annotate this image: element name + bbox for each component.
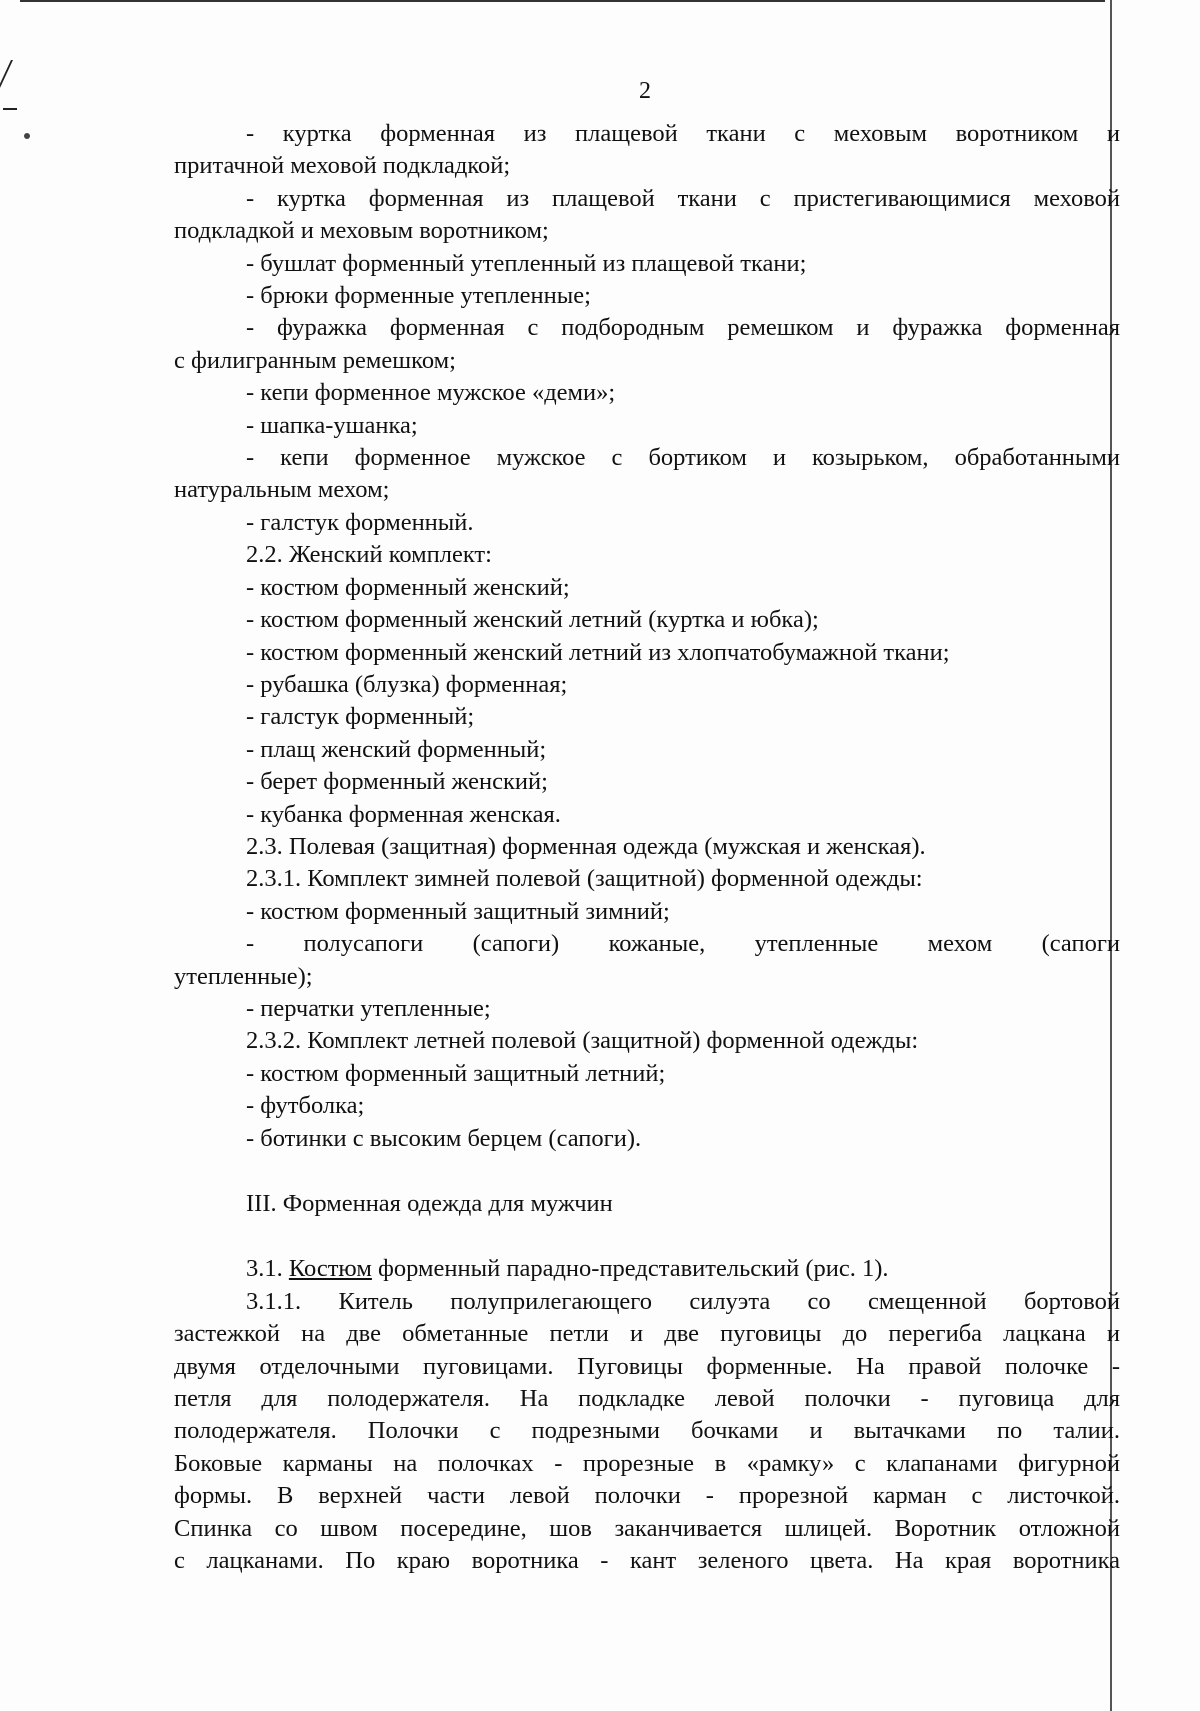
text-line: - ботинки с высоким берцем (сапоги).	[246, 1124, 642, 1152]
paragraph-line: застежкой на две обметанные петли и две пуговицы до перегиба лацкана и	[174, 1320, 1120, 1348]
item-link-word: Костюм	[288, 1255, 372, 1283]
scan-mark	[3, 108, 17, 110]
subsection-heading: 2.3.1. Комплект зимней полевой (защитной) форменной одежды:	[246, 865, 923, 893]
text-line: - футболка;	[246, 1092, 365, 1120]
text-line: - фуражка форменная с подбородным ремешком и фуражка форменная	[246, 314, 1120, 342]
text-line: - берет форменный женский;	[246, 768, 548, 796]
text-line: подкладкой и меховым воротником;	[174, 217, 549, 245]
paragraph-line: Боковые карманы на полочках - прорезные в «рамку» с клапанами фигурной	[174, 1449, 1120, 1477]
paragraph-line: двумя отделочными пуговицами. Пуговицы форменные. На правой полочке -	[174, 1352, 1120, 1380]
text-line: - кубанка форменная женская.	[246, 800, 561, 828]
item-title: форменный парадно-представительский (рис. 1).	[378, 1255, 889, 1283]
text-line: утепленные);	[174, 962, 313, 990]
text-line: - галстук форменный.	[246, 508, 474, 536]
text-line: - костюм форменный женский летний (куртка и юбка);	[246, 606, 819, 634]
text-line: с филигранным ремешком;	[174, 346, 456, 374]
subsection-heading: 2.3. Полевая (защитная) форменная одежда (мужская и женская).	[246, 832, 926, 860]
text-line: - костюм форменный женский;	[246, 573, 570, 601]
text-line: - костюм форменный защитный летний;	[246, 1059, 666, 1087]
page-number: 2	[639, 78, 651, 104]
text-line: - перчатки утепленные;	[246, 994, 491, 1022]
paragraph-line: полодержателя. Полочки с подрезными бочками и вытачками по талии.	[174, 1417, 1120, 1445]
text-line: - плащ женский форменный;	[246, 735, 547, 763]
section-heading: III. Форменная одежда для мужчин	[246, 1190, 613, 1217]
text-line: - галстук форменный;	[246, 703, 475, 731]
paragraph-line: 3.1.1. Китель полуприлегающего силуэта со смещенной бортовой	[246, 1287, 1120, 1315]
text-line: - куртка форменная из плащевой ткани с пристегивающимися меховой	[246, 184, 1120, 212]
paragraph-line: Спинка со швом посередине, шов заканчивается шлицей. Воротник отложной	[174, 1514, 1120, 1542]
document-body	[174, 118, 1120, 1577]
text-line: - куртка форменная из плащевой ткани с меховым воротником и	[246, 120, 1120, 147]
text-line: натуральным мехом;	[174, 476, 390, 504]
subsection-heading: 2.2. Женский комплект:	[246, 541, 492, 569]
text-line: - бушлат форменный утепленный из плащевой ткани;	[246, 249, 807, 277]
text-line: притачной меховой подкладкой;	[174, 152, 511, 180]
item-number: 3.1.	[246, 1255, 283, 1283]
text-line: - полусапоги (сапоги) кожаные, утепленные мехом (сапоги	[246, 930, 1120, 958]
paragraph-line: петля для полодержателя. На подкладке левой полочки - пуговица для	[174, 1385, 1120, 1413]
text-line: - костюм форменный защитный зимний;	[246, 897, 670, 925]
text-line: - кепи форменное мужское «деми»;	[246, 379, 616, 407]
item-heading	[174, 1253, 1120, 1285]
text-line: - кепи форменное мужское с бортиком и козырьком, обработанными	[246, 444, 1120, 472]
text-line: - костюм форменный женский летний из хлопчатобумажной ткани;	[246, 638, 950, 666]
scan-edge-top	[20, 0, 1105, 2]
text-line: - шапка-ушанка;	[246, 411, 418, 439]
paragraph-line: формы. В верхней части левой полочки - прорезной карман с листочкой.	[174, 1482, 1120, 1510]
text-line: - брюки форменные утепленные;	[246, 282, 591, 310]
text-line: - рубашка (блузка) форменная;	[246, 670, 568, 698]
subsection-heading: 2.3.2. Комплект летней полевой (защитной) форменной одежды:	[246, 1027, 919, 1055]
paragraph-line: с лацканами. По краю воротника - кант зеленого цвета. На края воротника	[174, 1547, 1120, 1575]
scan-mark	[24, 133, 30, 139]
